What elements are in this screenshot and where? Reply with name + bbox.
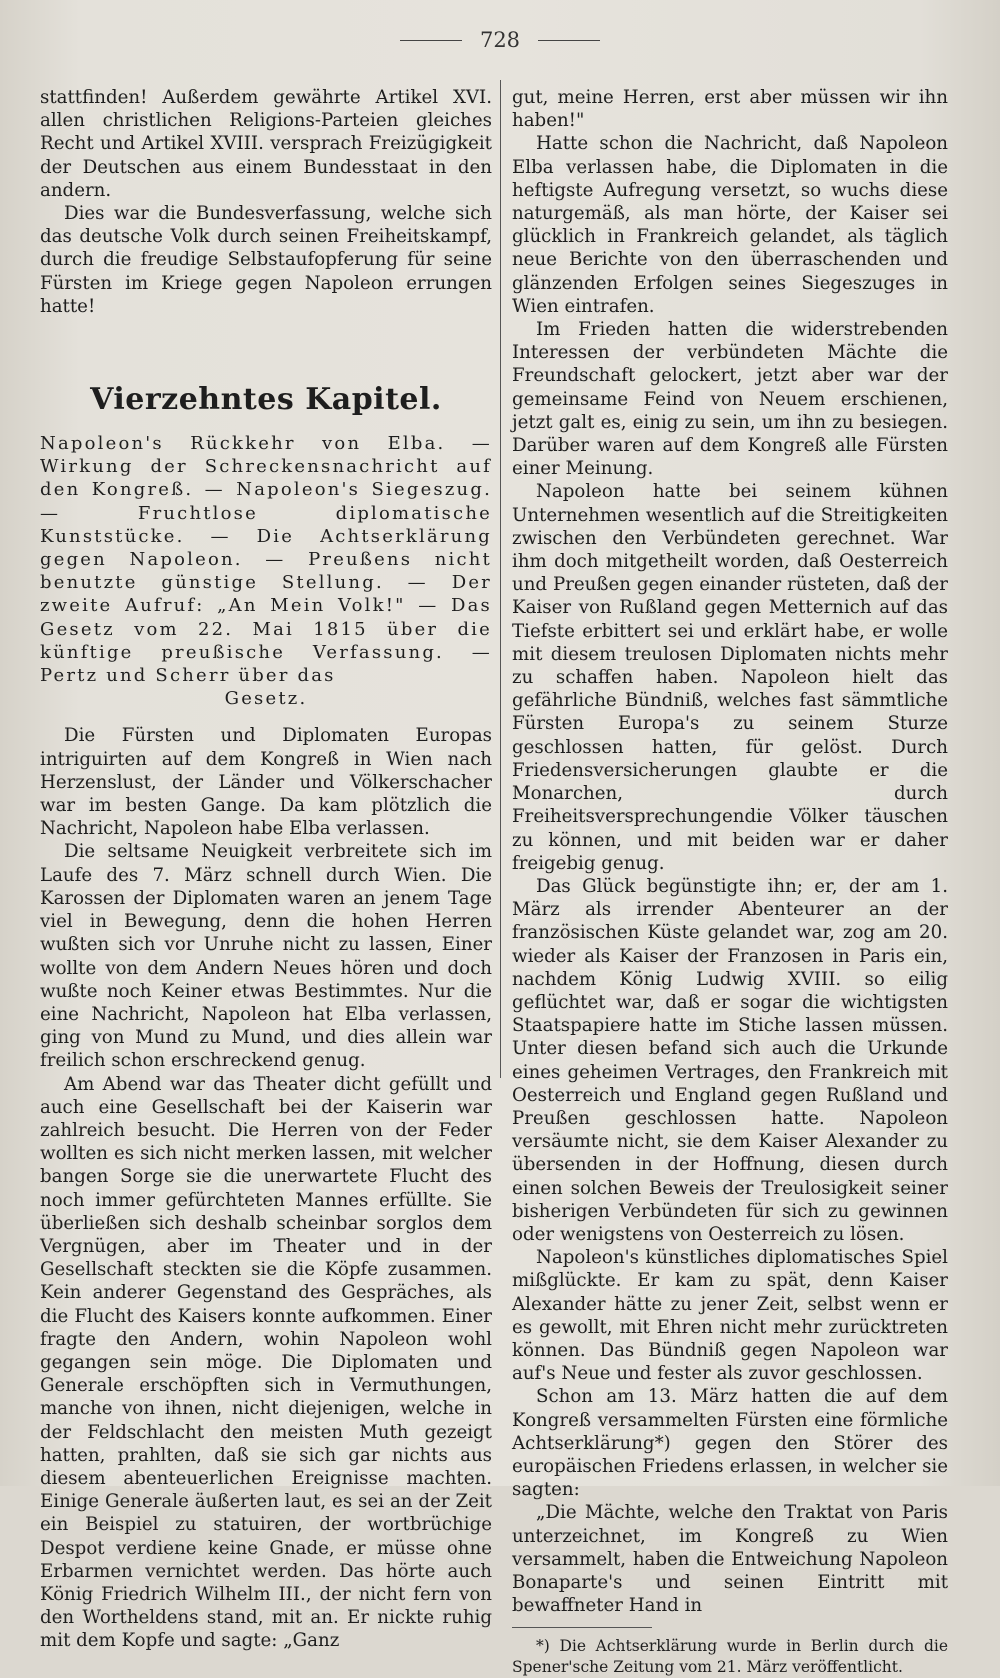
paragraph: Die seltsame Neuigkeit verbreitete sich im Laufe des 7. März schnell durch Wien. Die Karossen der Diplomaten waren an jenem Tage viel in Bewegung, denn die hohen Herren wußten sich vor Unruhe nicht zu lassen, Einer wollte von dem Andern Neues hören und doch wußte noch Keiner etwas Bestimmtes. Nur die eine Nachricht, Napoleon hat Elba verlassen, ging von Mund zu Mund, und dies allein war freilich schon erschreckend genug. bbox=[40, 841, 492, 1072]
footnote: *) Die Achtserklärung wurde in Berlin durch die Spener'sche Zeitung vom 21. März veröffentlicht. bbox=[512, 1637, 948, 1677]
paragraph: Hatte schon die Nachricht, daß Napoleon Elba verlassen habe, die Diplomaten in die heftigste Aufregung versetzt, so wuchs diese naturgemäß, als man hörte, der Kaiser sei glücklich in Frankreich gelandet, als täglich neue Berichte von den überraschenden und glänzenden Erfolgen seines Siegeszuges in Wien eintrafen. bbox=[512, 133, 948, 317]
header-rule-right bbox=[538, 40, 600, 41]
paragraph: Napoleon hatte bei seinem kühnen Unternehmen wesentlich auf die Streitigkeiten zwischen den Verbündeten gerechnet. War ihm doch mitgetheilt worden, daß Oesterreich und Preußen gegen einander rüsteten, daß der Kaiser von Rußland gegen Metternich auf das Tiefste erbittert sei und erklärt habe, er wolle mit diesem treulosen Diplomaten nichts mehr zu schaffen haben. Napoleon hielt das gefährliche Bündniß, welches fast sämmtliche Fürsten Europa's zu seinem Sturze geschlossen hatten, für gelöst. Durch Friedensversicherungen glaubte er die Monarchen, durch Freiheitsversprechungendie Völker täuschen zu können, und mit beiden war er daher freigebig genug. bbox=[512, 481, 948, 874]
paragraph: Napoleon's künstliches diplomatisches Spiel mißglückte. Er kam zu spät, denn Kaiser Alexander hätte zu jener Zeit, selbst wenn er es gewollt, mit Ehren nicht mehr zurücktreten können. Das Bündniß gegen Napoleon war auf's Neue und fester als zuvor geschlossen. bbox=[512, 1247, 948, 1385]
paragraph: Am Abend war das Theater dicht gefüllt und auch eine Gesellschaft bei der Kaiserin war zahlreich besucht. Die Herren von der Feder wollten es sich nicht merken lassen, mit welcher bangen Sorge sie die unerwartete Flucht des noch immer gefürchteten Mannes erfüllte. Sie überließen sich deshalb scheinbar sorglos dem Vergnügen, aber im Theater und in der Gesellschaft steckten sie die Köpfe zusammen. Kein anderer Gegenstand des Gespräches, als die Flucht des Kaisers konnte aufkommen. Einer fragte den Andern, wohin Napoleon wohl gegangen sein möge. Die Diplomaten und Generale erschöpften sich in Vermuthungen, manche von ihnen, nicht diejenigen, welche in der Feldschlacht den meisten Muth gezeigt hatten, prahlten, daß sie sich gar nichts aus diesem abenteuerlichen Ereignisse machten. Einige Generale äußerten laut, es sei an der Zeit ein Beispiel zu statuiren, der wortbrüchige Despot verdiene keine Gnade, er müsse ohne Erbarmen vernichtet werden. Das hörte auch König Friedrich Wilhelm III., der nicht fern von den Wortheldens stand, mit an. Er nickte ruhig mit dem Kopfe und sagte: „Ganz bbox=[40, 1073, 492, 1652]
right-column bbox=[512, 86, 948, 1678]
column-divider bbox=[500, 80, 501, 1078]
chapter-summary-end: Gesetz. bbox=[224, 688, 308, 710]
header-rule-left bbox=[400, 40, 462, 41]
paragraph: stattfinden! Außerdem gewährte Artikel XVI. allen christlichen Religions-Parteien gleiches Recht und Artikel XVIII. versprach Freizügigkeit der Deutschen aus einem Bundesstaat in den andern. bbox=[40, 87, 492, 201]
page-number: 728 bbox=[479, 28, 521, 52]
paragraph: Das Glück begünstigte ihn; er, der am 1. März als irrender Abenteurer an der französischen Küste gelandet war, zog am 20. wieder als Kaiser der Franzosen in Paris ein, nachdem König Ludwig XVIII. so eilig geflüchtet war, daß er sogar die wichtigsten Staatspapiere hatte im Stiche lassen müssen. Unter diesen befand sich auch die Urkunde eines geheimen Vertrages, den Frankreich mit Oesterreich und England gegen Rußland und Preußen geschlossen hatte. Napoleon versäumte nicht, sie dem Kaiser Alexander zu übersenden in der Hoffnung, diesen durch einen solchen Beweis der Treulosigkeit seiner bisherigen Verbündeten für sich zu gewinnen oder wenigstens von Oesterreich zu lösen. bbox=[512, 875, 948, 1245]
paragraph: gut, meine Herren, erst aber müssen wir ihn haben!" bbox=[512, 87, 948, 132]
left-column bbox=[40, 86, 492, 1653]
page-header bbox=[0, 28, 1000, 52]
chapter-title: Vierzehntes Kapitel. bbox=[90, 382, 442, 418]
chapter-summary-text: Napoleon's Rückkehr von Elba. — Wirkung der Schreckensnachricht auf den Kongreß. — Napoleon's Siegeszug. — Fruchtlose diplomatische Kunststücke. — Die Achtserklärung gegen Napoleon. — Preußens nicht benutzte günstige Stellung. — Der zweite Aufruf: „An Mein Volk!" — Das Gesetz vom 22. Mai 1815 über die künftige preußische Verfassung. — Pertz und Scherr über das bbox=[40, 433, 492, 687]
footnote-rule bbox=[512, 1627, 652, 1628]
quotation: „Die Mächte, welche den Traktat von Paris unterzeichnet, im Kongreß zu Wien versammelt, haben die Entweichung Napoleon Bonaparte's und seinen Eintritt mit bewaffneter Hand in bbox=[512, 1502, 948, 1617]
paragraph: Die Fürsten und Diplomaten Europas intriguirten auf dem Kongreß in Wien nach Herzenslust, der Länder und Völkerschacher war im besten Gange. Da kam plötzlich die Nachricht, Napoleon habe Elba verlassen. bbox=[40, 725, 492, 840]
paragraph: Im Frieden hatten die widerstrebenden Interessen der verbündeten Mächte die Freundschaft gelockert, jetzt aber war der gemeinsame Feind von Neuem erschienen, jetzt galt es, einig zu sein, um ihn zu besiegen. Darüber waren auf dem Kongreß alle Fürsten einer Meinung. bbox=[512, 319, 948, 480]
paragraph: Dies war die Bundesverfassung, welche sich das deutsche Volk durch seinen Freiheitskampf, durch die freudige Selbstaufopferung für seine Fürsten im Kriege gegen Napoleon errungen hatte! bbox=[40, 203, 492, 317]
chapter-summary bbox=[40, 432, 492, 710]
paragraph: Schon am 13. März hatten die auf dem Kongreß versammelten Fürsten eine förmliche Achtserklärung*) gegen den Störer des europäischen Friedens erlassen, in welcher sie sagten: bbox=[512, 1386, 948, 1501]
